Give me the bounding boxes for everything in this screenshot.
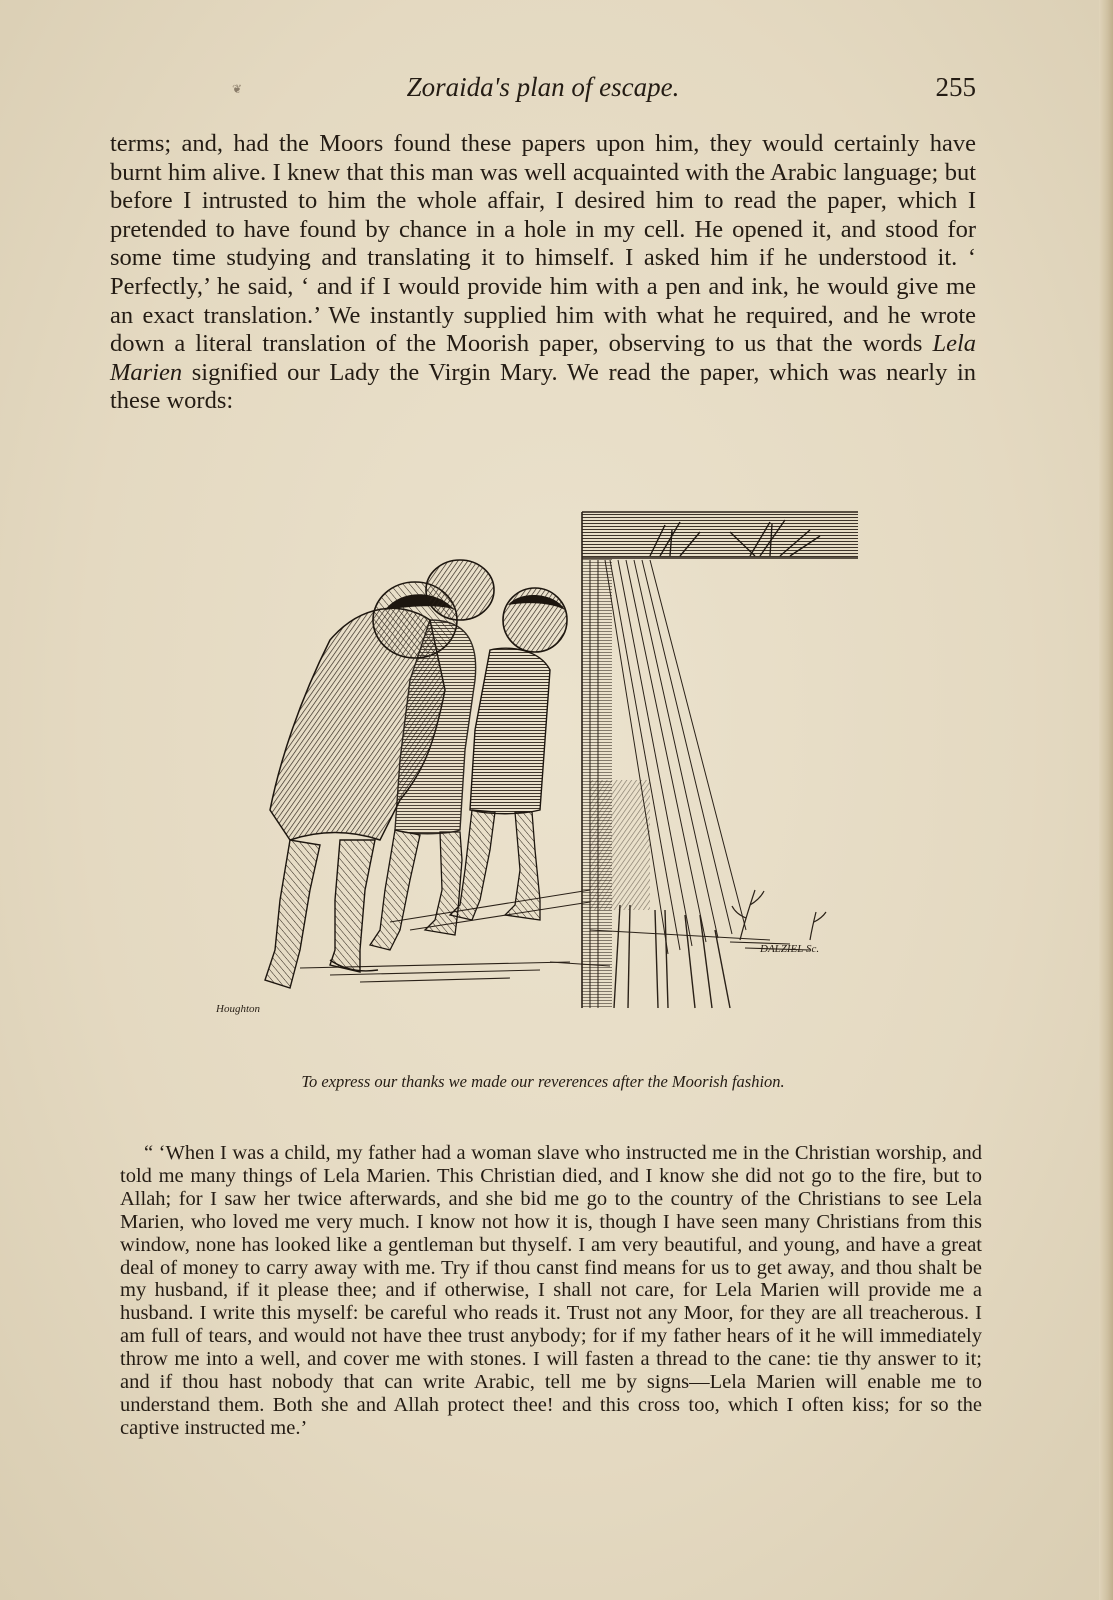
body-paragraph — [110, 130, 976, 416]
letter-text: “ ‘When I was a child, my father had a woman slave who instructed me in the Christian worship, and told me many things of Lela Marien. This Christian died, and I know she did not go to the fire, but to Allah; for I saw her twice afterwards, and she bid me go to the country of the Christians to see Lela Marien, who loved me very much. I know not how it is, though I have seen many Christians from this window, none has looked like a gentleman but thyself. I am very beautiful, and young, and have a great deal of money to carry away with me. Try if thou canst find means for us to get away, and thou shalt be my husband, if it please thee; and if otherwise, I shall not care, for Lela Marien will provide me a husband. I write this myself: be careful who reads it. Trust not any Moor, for they are all treacherous. I am full of tears, and would not have thee trust anybody; for if my father hears of it he will immediately throw me into a well, and cover me with stones. I will fasten a thread to the cane: tie thy answer to it; and if thou hast nobody that can write Arabic, tell me by signs—Lela Marien will enable me to understand them. Both she and Allah protect thee! and this cross too, which I often kiss; for so the captive instructed me.’ — [120, 1142, 982, 1439]
illustration-caption: To express our thanks we made our reverences after the Moorish fashion. — [301, 1072, 785, 1091]
engraving-illustration — [210, 510, 890, 1030]
quoted-letter — [120, 1142, 982, 1440]
body-text-part-3: signified our Lady the Virgin Mary. We read the paper, which was nearly in these words: — [110, 358, 976, 415]
page-header — [110, 68, 976, 108]
page-number: 255 — [935, 72, 976, 102]
running-title: Zoraida's plan of escape. — [406, 72, 680, 102]
body-text-italic-lela-marien: Lela Marien — [110, 330, 976, 386]
body-text-part-1: terms; and, had the Moors found these papers upon him, they would certainly have burnt him alive. I knew that this man was well acquainted with the Arabic language; but before I intrusted to him the whole affair, I desired him to read the paper, which I pretended to have found by chance in a hole in my cell. He opened it, and stood for some time studying and translating it to himself. I asked him if he understood it. ‘ Perfectly,’ he said, ‘ and if I would provide him with a pen and ink, he would give me an exact translation.’ We instantly supplied him with what he required, and he wrote down a literal translation of the Moorish paper, observing to us that the words — [110, 130, 976, 358]
page-edge — [1099, 0, 1113, 1600]
plant-sprigs — [732, 890, 826, 940]
ink-blot: ❦ — [232, 82, 243, 96]
engraver-signature: DALZIEL Sc. — [760, 943, 820, 955]
artist-signature: Houghton — [216, 1003, 260, 1015]
wall-beam — [582, 512, 858, 558]
